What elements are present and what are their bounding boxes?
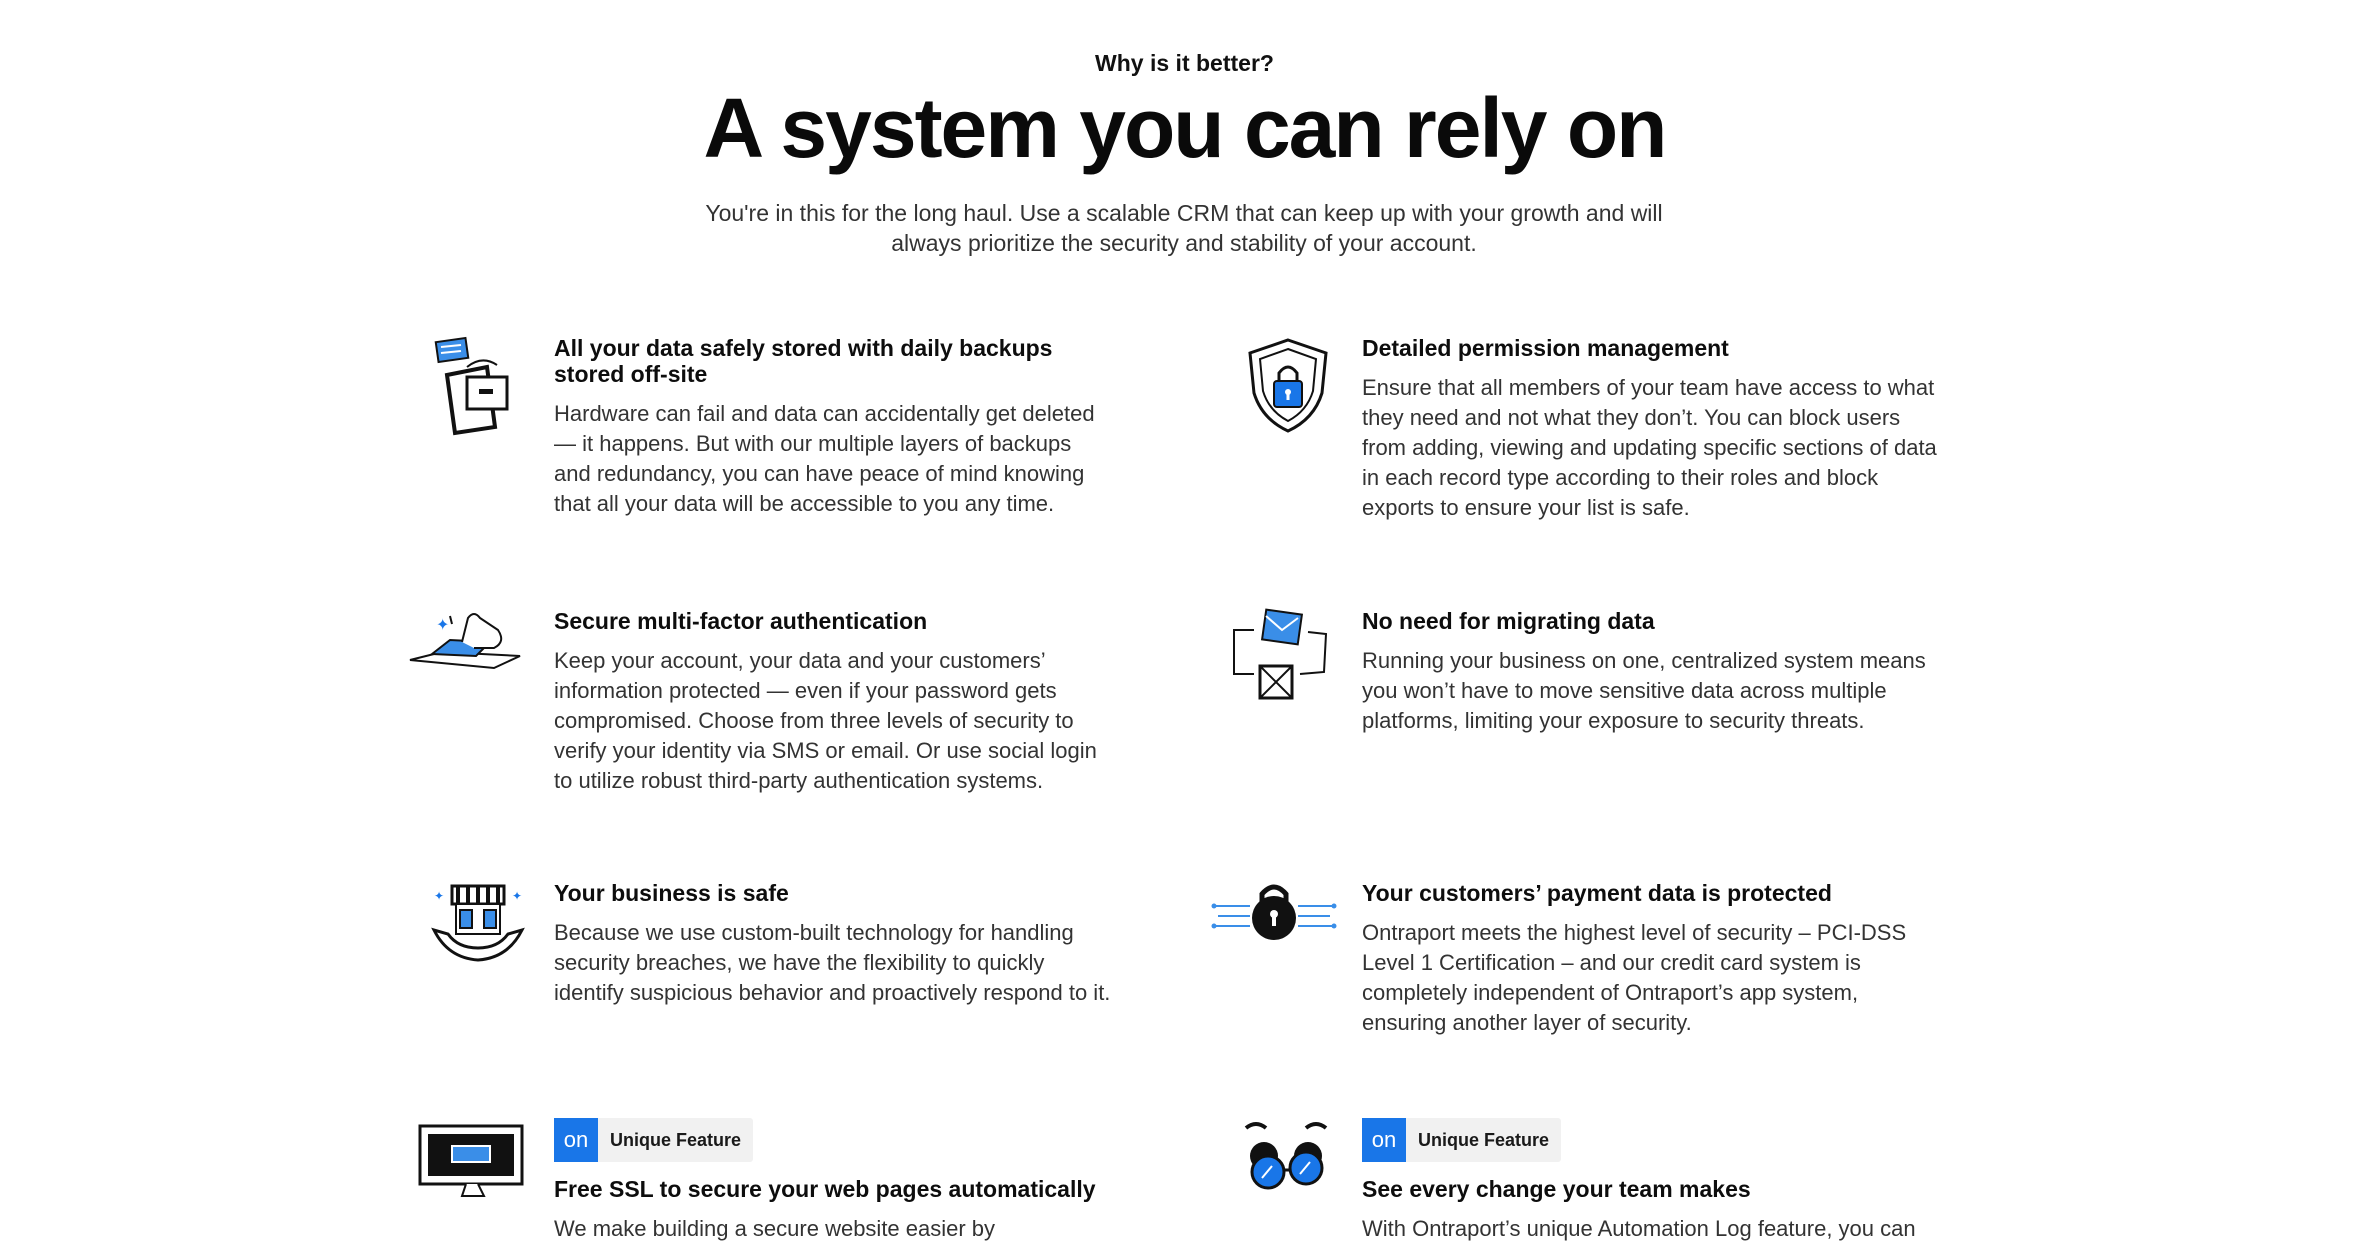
feature-title: Detailed permission management [1362, 335, 1729, 361]
svg-text:✦: ✦ [512, 889, 523, 903]
feature-description: Ontraport meets the highest level of security – PCI-DSS Level 1 Certification – and our credit card system is completely independent of Ontraport’s app system, ensuring another layer of security. [1362, 920, 1907, 1035]
feature-title: Secure multi-factor authentication [554, 608, 928, 634]
feature-description: We make building a secure website easier by [554, 1216, 996, 1241]
feature-title: No need for migrating data [1362, 608, 1655, 634]
feature-title: All your data safely stored with daily backups stored off-site [554, 335, 1053, 387]
archive-cabinet-icon [427, 335, 537, 445]
svg-text:✦: ✦ [434, 889, 445, 903]
feature-description: Ensure that all members of your team have access to what they need and not what they don’t. You can block users from adding, viewing and updating specific sections of data in each record type according to their roles and block exports to ensure your list is safe. [1362, 375, 1937, 520]
why-eyebrow: Why is it better? [1095, 50, 1274, 76]
svg-text:✦: ✦ [436, 615, 450, 634]
circuit-lock-icon [1210, 880, 1320, 990]
badge-label: Unique Feature [1418, 1129, 1550, 1150]
feature-title: Your customers’ payment data is protected [1362, 880, 1832, 906]
feature-title: Free SSL to secure your web pages automatically [554, 1176, 1096, 1202]
feature-description: With Ontraport’s unique Automation Log feature, you can [1362, 1216, 1916, 1241]
feature-description: Running your business on one, centralized system means you won’t have to move sensitive data across multiple platforms, limiting your exposure to security threats. [1362, 648, 1926, 733]
feature-description: Because we use custom-built technology for handling security breaches, we have the flexibility to quickly identify suspicious behavior and proactively respond to it. [554, 920, 1111, 1005]
page-title: A system you can rely on [703, 81, 1666, 175]
feature-title: See every change your team makes [1362, 1176, 1751, 1202]
page-subtitle: You're in this for the long haul. Use a scalable CRM that can keep up with your growth and will always prioritize the security and stability of your account. [705, 200, 1663, 256]
data-transfer-icon [1226, 608, 1336, 718]
hand-tablet-icon [402, 608, 512, 718]
glasses-face-icon [1236, 1118, 1346, 1228]
feature-title: Your business is safe [554, 880, 789, 906]
ontraport-logo: on [554, 1118, 598, 1162]
shield-lock-icon [1238, 335, 1348, 445]
badge-label: Unique Feature [610, 1129, 742, 1150]
monitor-ssl-icon [416, 1122, 526, 1232]
feature-description: Keep your account, your data and your customers’ information protected — even if your password gets compromised. Choose from three levels of security to verify your identity via SMS or email. Or use social login to utilize robust third-party authentication systems. [554, 648, 1097, 793]
feature-description: Hardware can fail and data can accidentally get deleted — it happens. But with our multiple layers of backups and redundancy, you can have peace of mind knowing that all your data will be accessible to you any time. [554, 401, 1095, 516]
storefront-hands-icon [428, 880, 538, 990]
ontraport-logo: on [1362, 1118, 1406, 1162]
unique-feature-badge [1362, 1118, 1561, 1162]
unique-feature-badge [554, 1118, 753, 1162]
